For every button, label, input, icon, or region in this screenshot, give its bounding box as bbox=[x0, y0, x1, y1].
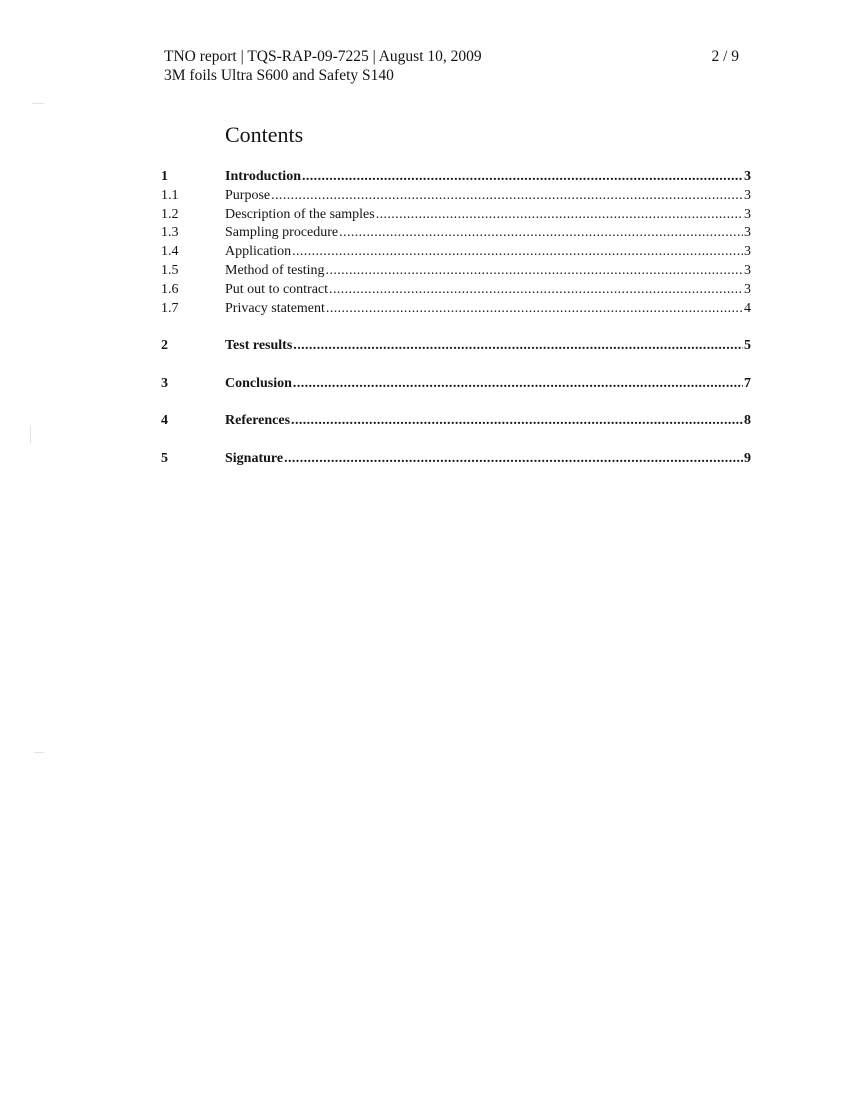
toc-entry-title: References bbox=[225, 413, 291, 429]
toc-dot-leader bbox=[326, 300, 743, 319]
toc-entry-number: 1.3 bbox=[161, 225, 179, 241]
toc-entry-number: 1.2 bbox=[161, 206, 179, 222]
toc-dot-leader bbox=[271, 187, 743, 206]
table-of-contents bbox=[161, 168, 751, 469]
toc-entry[interactable] bbox=[161, 187, 751, 206]
toc-entry-page: 9 bbox=[744, 450, 751, 466]
toc-entry-page: 5 bbox=[744, 338, 751, 354]
scan-margin-mark bbox=[30, 425, 31, 443]
toc-entry-title: Privacy statement bbox=[225, 300, 325, 316]
toc-entry[interactable] bbox=[161, 337, 751, 356]
toc-entry-number: 3 bbox=[161, 375, 168, 391]
scan-margin-mark bbox=[32, 103, 44, 104]
toc-entry[interactable] bbox=[161, 300, 751, 319]
toc-dot-leader bbox=[302, 168, 743, 187]
toc-entry-number: 1.7 bbox=[161, 300, 179, 316]
toc-entry-page: 7 bbox=[744, 375, 751, 391]
toc-entry-number: 5 bbox=[161, 450, 168, 466]
toc-entry-number: 1 bbox=[161, 169, 168, 184]
report-subject: 3M foils Ultra S600 and Safety S140 bbox=[164, 67, 394, 84]
toc-entry-title: Method of testing bbox=[225, 262, 325, 278]
toc-entry-page: 3 bbox=[744, 225, 751, 241]
toc-entry-page: 3 bbox=[744, 169, 751, 184]
toc-entry-title: Description of the samples bbox=[225, 206, 375, 222]
toc-entry-title: Purpose bbox=[225, 187, 271, 203]
toc-entry[interactable] bbox=[161, 450, 751, 469]
contents-heading: Contents bbox=[225, 122, 304, 147]
toc-entry[interactable] bbox=[161, 281, 751, 300]
toc-entry-number: 1.1 bbox=[161, 187, 179, 203]
toc-dot-leader bbox=[326, 262, 743, 281]
toc-entry-page: 3 bbox=[744, 206, 751, 222]
toc-entry[interactable] bbox=[161, 168, 751, 187]
toc-dot-leader bbox=[339, 224, 743, 243]
toc-entry-title: Test results bbox=[225, 338, 293, 354]
toc-entry-page: 3 bbox=[744, 281, 751, 297]
running-header bbox=[164, 47, 739, 85]
toc-dot-leader bbox=[293, 375, 743, 394]
toc-dot-leader bbox=[376, 206, 743, 225]
toc-entry-page: 4 bbox=[744, 300, 751, 316]
page-number: 2 / 9 bbox=[711, 48, 739, 65]
toc-dot-leader bbox=[293, 337, 743, 356]
toc-entry-title: Introduction bbox=[225, 169, 301, 184]
toc-entry-number: 4 bbox=[161, 413, 168, 429]
toc-dot-leader bbox=[292, 243, 743, 262]
toc-entry[interactable] bbox=[161, 412, 751, 431]
toc-entry-page: 3 bbox=[744, 262, 751, 278]
toc-entry-title: Sampling procedure bbox=[225, 225, 339, 241]
toc-entry-page: 3 bbox=[744, 187, 751, 203]
toc-entry-number: 1.6 bbox=[161, 281, 179, 297]
toc-entry-number: 1.5 bbox=[161, 262, 179, 278]
toc-dot-leader bbox=[284, 450, 743, 469]
toc-entry[interactable] bbox=[161, 206, 751, 225]
report-reference: TNO report | TQS-RAP-09-7225 | August 10, 2009 bbox=[164, 48, 482, 65]
toc-entry-title: Conclusion bbox=[225, 375, 292, 391]
toc-dot-leader bbox=[291, 412, 743, 431]
toc-entry-title: Signature bbox=[225, 450, 284, 466]
toc-entry-number: 2 bbox=[161, 338, 168, 354]
toc-entry-page: 8 bbox=[744, 413, 751, 429]
toc-dot-leader bbox=[329, 281, 743, 300]
toc-entry-page: 3 bbox=[744, 244, 751, 260]
toc-entry-title: Put out to contract bbox=[225, 281, 329, 297]
toc-entry-number: 1.4 bbox=[161, 244, 179, 260]
scan-margin-mark bbox=[34, 752, 44, 753]
toc-entry[interactable] bbox=[161, 224, 751, 243]
toc-entry[interactable] bbox=[161, 243, 751, 262]
toc-entry-title: Application bbox=[225, 244, 292, 260]
toc-entry[interactable] bbox=[161, 262, 751, 281]
toc-entry[interactable] bbox=[161, 375, 751, 394]
